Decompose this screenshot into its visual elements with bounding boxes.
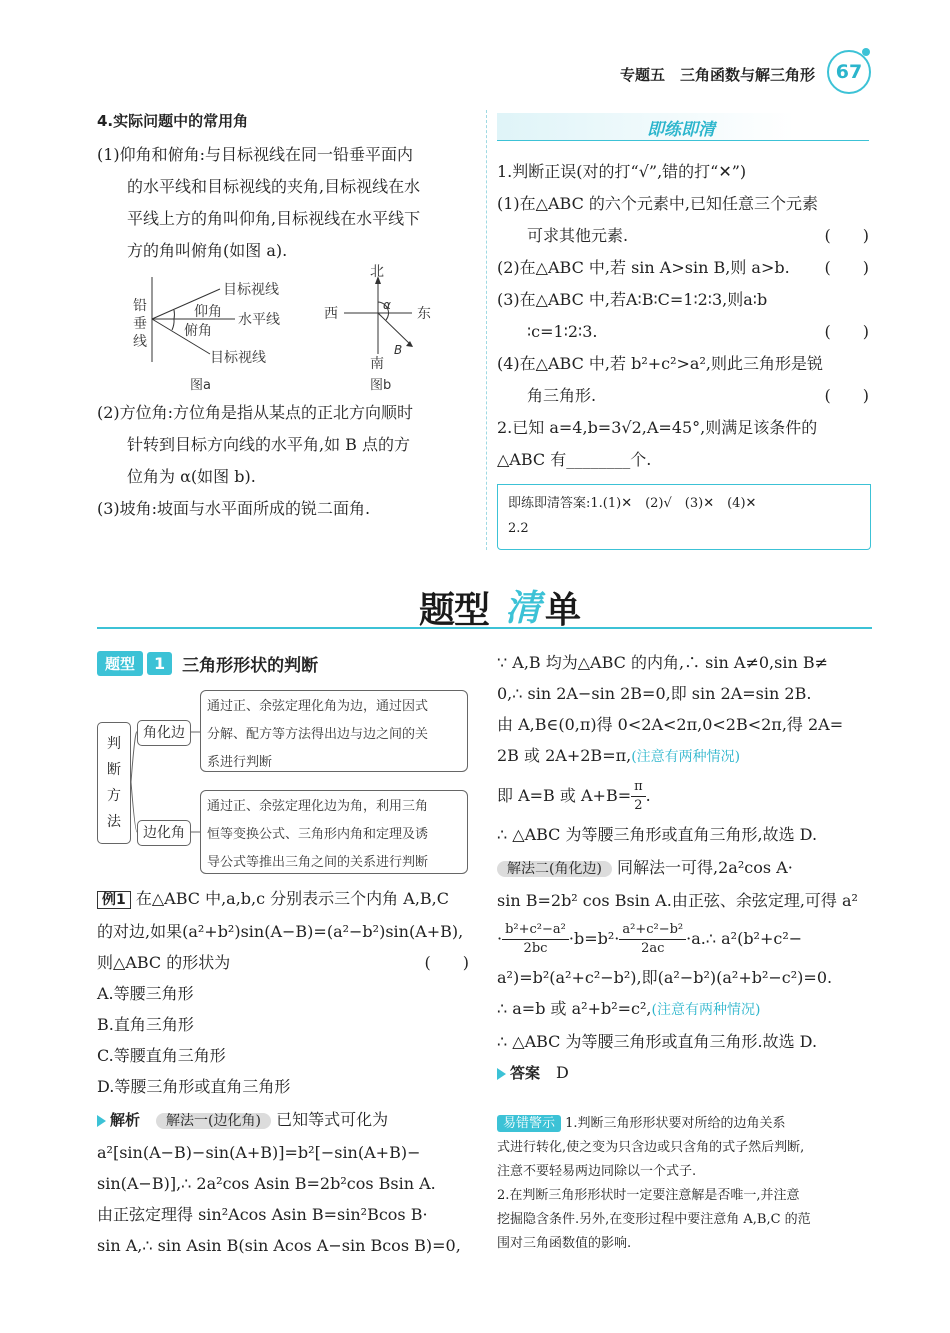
q1-4-line2: 角三角形.	[527, 386, 597, 405]
practice-answer-line2: 2.2	[508, 521, 529, 536]
solution-triangle-icon	[97, 1115, 106, 1127]
option-b: B.直角三角形	[97, 1015, 194, 1034]
q1-1-line1: (1)在△ABC 的六个元素中,已知任意三个元素	[497, 194, 818, 213]
banner-text-1: 题型	[419, 590, 490, 631]
sol-r-f1-den: 2bc	[523, 941, 548, 956]
method-2-line1: 通过正、余弦定理化边为角，利用三角	[207, 799, 429, 814]
sol-r-note1: (注意有两种情况)	[631, 749, 741, 765]
p2-line3: 位角为 α(如图 b).	[127, 467, 256, 486]
topic-heading	[97, 651, 318, 676]
fig-a-char2: 垂	[133, 316, 147, 332]
sol-r-frac-2: 2	[634, 798, 643, 813]
page-number: 67	[827, 50, 871, 94]
q1-2-text: (2)在△ABC 中,若 sin A>sin B,则 a>b.	[497, 258, 790, 277]
example-line2: 的对边,如果(a²+b²)sin(A−B)=(a²−b²)sin(A+B),	[97, 922, 464, 941]
q1-3-line2: ∶c=1∶2∶3.	[527, 322, 598, 341]
left-top-column-2	[97, 397, 477, 525]
sol-r-line2: 0,∴ sin 2A−sin 2B=0,即 sin 2A=sin 2B.	[497, 684, 812, 703]
warning-line4: 2.在判断三角形形状时一定要注意解是否唯一,并注意	[497, 1188, 800, 1203]
banner-text-2: 清	[505, 588, 542, 629]
sol-r-frac-pi: π	[631, 778, 646, 797]
left-top-column	[97, 105, 477, 267]
method-1-line1: 通过正、余弦定理化角为边，通过因式	[207, 699, 429, 714]
fig-a-target-up: 目标视线	[223, 282, 279, 298]
warning-line3: 注意不要轻易两边同除以一个式子.	[497, 1164, 697, 1179]
warning-line1: 1.判断三角形形状要对所给的边角关系	[565, 1116, 786, 1131]
answer-value: D	[556, 1063, 569, 1082]
fig-b-point-b: B	[394, 343, 403, 357]
topic-number: 1	[147, 652, 172, 675]
sol-r-f2-num: a²+c²−b²	[619, 921, 686, 940]
fig-a-horizontal: 水平线	[238, 312, 280, 328]
sol-r-line1: ∵ A,B 均为△ABC 的内角,∴ sin A≠0,sin B≠	[497, 653, 828, 672]
practice-answer-box	[497, 484, 871, 550]
fig-a-target-down: 目标视线	[210, 350, 266, 366]
p1-line4: 方的角叫俯角(如图 a).	[127, 241, 288, 260]
banner-text-3: 单	[545, 590, 582, 631]
practice-questions	[497, 156, 869, 476]
page-dot-decoration	[862, 48, 870, 56]
sol-r-line3: 由 A,B∈(0,π)得 0<2A<2π,0<2B<2π,得 2A=	[497, 715, 844, 734]
warning-block	[497, 1112, 871, 1256]
q2-line2: △ABC 有________个.	[497, 450, 652, 469]
answer-label: 答案	[510, 1064, 541, 1082]
practice-answer-line1: 即练即清答案:1.(1)✕ (2)√ (3)✕ (4)✕	[508, 496, 757, 511]
practice-title-bar	[497, 113, 869, 140]
p1-line2: 的水平线和目标视线的夹角,目标视线在水	[127, 177, 421, 196]
option-c: C.等腰直角三角形	[97, 1046, 226, 1065]
p2-line2: 针转到目标方向线的水平角,如 B 点的方	[127, 435, 411, 454]
warning-tag: 易错警示	[497, 1115, 561, 1132]
fig-a-caption: 图a	[190, 378, 211, 393]
solution-left-line1: 已知等式可化为	[276, 1110, 389, 1129]
sol-r-line9-mid: ·b=b²·	[568, 929, 620, 948]
practice-title: 即练即清	[647, 120, 715, 140]
topic-tag: 题型	[97, 651, 143, 676]
fig-b-east: 东	[417, 306, 431, 322]
answer-triangle-icon	[497, 1068, 506, 1080]
sol-r-line4: 2B 或 2A+2B=π,	[497, 746, 632, 765]
section-banner	[97, 580, 872, 640]
fig-a-char1: 铅	[133, 298, 147, 314]
option-d: D.等腰三角形或直角三角形	[97, 1077, 291, 1096]
solution-left-line2: a²[sin(A−B)−sin(A+B)]=b²[−sin(A+B)−	[97, 1143, 421, 1162]
q1-4-line1: (4)在△ABC 中,若 b²+c²>a²,则此三角形是锐	[497, 354, 823, 373]
example-tag: 例1	[97, 891, 131, 909]
warning-line2: 式进行转化,使之变为只含边或只含角的式子然后判断,	[497, 1140, 805, 1155]
fig-b-north: 北	[370, 264, 384, 280]
sol-r-line5: 即 A=B 或 A+B=	[497, 786, 632, 805]
header-title: 专题五 三角函数与解三角形	[619, 66, 815, 84]
method-2-line3: 导公式等推出三角之间的关系进行判断	[207, 855, 429, 870]
fig-b-west: 西	[324, 306, 338, 322]
solution-left-line4: 由正弦定理得 sin²Acos Asin B=sin²Bcos B·	[97, 1205, 428, 1224]
q2-line1: 2.已知 a=4,b=3√2,A=45°,则满足该条件的	[497, 418, 818, 437]
example-paren: ( )	[424, 953, 469, 972]
practice-title-underline	[497, 140, 869, 141]
warning-line5: 挖掘隐含条件.另外,在变形过程中要注意角 A,B,C 的范	[497, 1212, 811, 1227]
example-line3: 则△ABC 的形状为	[97, 953, 231, 972]
topic-title: 三角形形状的判断	[182, 656, 319, 676]
p2-line1: (2)方位角:方位角是指从某点的正北方向顺时	[97, 403, 414, 422]
method-label-2: 边化角	[137, 820, 191, 846]
method2-pill: 解法二(角化边)	[497, 861, 612, 877]
example-block	[97, 883, 469, 1261]
q1-3-line1: (3)在△ABC 中,若A∶B∶C=1∶2∶3,则a∶b	[497, 290, 768, 309]
sol-r-f2-den: 2ac	[641, 941, 665, 956]
sol-r-line6: ∴ △ABC 为等腰三角形或直角三角形,故选 D.	[497, 825, 818, 844]
q1-1-paren: ( )	[824, 226, 869, 245]
q1-2-paren: ( )	[824, 258, 869, 277]
method-2-line2: 恒等变换公式、三角形内角和定理及诱	[207, 827, 429, 842]
fig-a-char3: 线	[133, 334, 147, 350]
sol-r-line10: a²)=b²(a²+c²−b²),即(a²−b²)(a²+b²−c²)=0.	[497, 968, 833, 987]
figure-b	[320, 262, 440, 397]
sol-r-line9-end: ·a.∴ a²(b²+c²−	[686, 929, 803, 948]
sol-r-line7: 同解法一可得,2a²cos A·	[617, 858, 793, 877]
side-char-1: 判	[107, 736, 121, 752]
q1-1-line2: 可求其他元素.	[527, 226, 629, 245]
method-side-label	[97, 722, 131, 844]
q1-4-paren: ( )	[824, 386, 869, 405]
sol-r-line8: sin B=2b² cos Bsin A.由正弦、余弦定理,可得 a²	[497, 891, 858, 910]
side-char-4: 法	[107, 814, 121, 830]
solution-label: 解析	[110, 1111, 141, 1129]
sol-r-dot: .	[645, 786, 651, 805]
side-char-2: 断	[107, 762, 121, 778]
solution-left-line5: sin A,∴ sin Asin B(sin Acos A−sin Bcos B)=0,	[97, 1236, 461, 1255]
fig-a-fu: 俯角	[184, 323, 212, 339]
fig-a-yang: 仰角	[194, 304, 222, 320]
sol-r-note2: (注意有两种情况)	[651, 1002, 761, 1018]
method-1-line2: 分解、配方等方法得出边与边之间的关	[207, 727, 429, 742]
method-box-2	[200, 790, 468, 874]
column-divider	[486, 110, 487, 550]
figure-a	[130, 272, 300, 397]
q1-3-paren: ( )	[824, 322, 869, 341]
p1-line1: (1)仰角和俯角:与目标视线在同一铅垂平面内	[97, 145, 414, 164]
sol-r-line11: ∴ a=b 或 a²+b²=c²,	[497, 999, 652, 1018]
side-char-3: 方	[107, 788, 121, 804]
solution-left-line3: sin(A−B)],∴ 2a²cos Asin B=2b²cos Bsin A.	[97, 1174, 436, 1193]
method1-pill: 解法一(边化角)	[156, 1113, 271, 1129]
p1-line3: 平线上方的角叫仰角,目标视线在水平线下	[127, 209, 421, 228]
solution-right-block: ∵ A,B 均为△ABC 的内角,∴ sin A≠0,sin B≠ 0,∴ sin 2A−sin 2B=0,即 sin 2A=sin 2B. 由 A,B∈(0,π)得 0<2A<2π,0<2B<2π,得 2A= 2B 或 2A+2B=π,(注意有两种情况) 即 A=B 或 A+B= $\frac{\pi}{2}$ . ∴ △ABC 为等腰三角形或直角三角形,故选 D. 解法二(角化边) 同解法一可得,2a²cos A· sin B=2b² cos Bsin A.由正弦、余弦定理,可得 a² · $\frac{\text{b²+c²−a²}}{2bc}$ ·b=b²· $\frac{\text{a²+c²−b²}}{2ac}$ ·a.∴ a²(b²+c²− a²)=b²(a²+c²−b²),即(a²−b²)(a²+b²−c²)=0. ∴ a=b 或 a²+b²=c²,(注意有两种情况) ∴ △ABC 为等腰三角形或直角三角形.故选 D. 答案 D	[497, 647, 869, 1089]
fig-b-south: 南	[370, 356, 384, 372]
method-box-1	[200, 690, 468, 772]
p3-line: (3)坡角:坡面与水平面所成的锐二面角.	[97, 499, 371, 518]
fig-b-caption: 图b	[370, 378, 392, 393]
method-label-1: 角化边	[137, 720, 191, 746]
sol-r-f1-num: b²+c²−a²	[502, 921, 569, 940]
warning-line6: 围对三角函数值的影响.	[497, 1236, 632, 1251]
section-heading: 4.实际问题中的常用角	[97, 112, 249, 130]
example-line1: 在△ABC 中,a,b,c 分别表示三个内角 A,B,C	[135, 889, 449, 908]
sol-r-line12: ∴ △ABC 为等腰三角形或直角三角形.故选 D.	[497, 1032, 818, 1051]
fig-b-alpha: α	[383, 298, 391, 312]
q1-text: 1.判断正误(对的打“√”,错的打“✕”)	[497, 162, 747, 181]
method-1-line3: 系进行判断	[207, 755, 273, 770]
option-a: A.等腰三角形	[97, 984, 194, 1003]
